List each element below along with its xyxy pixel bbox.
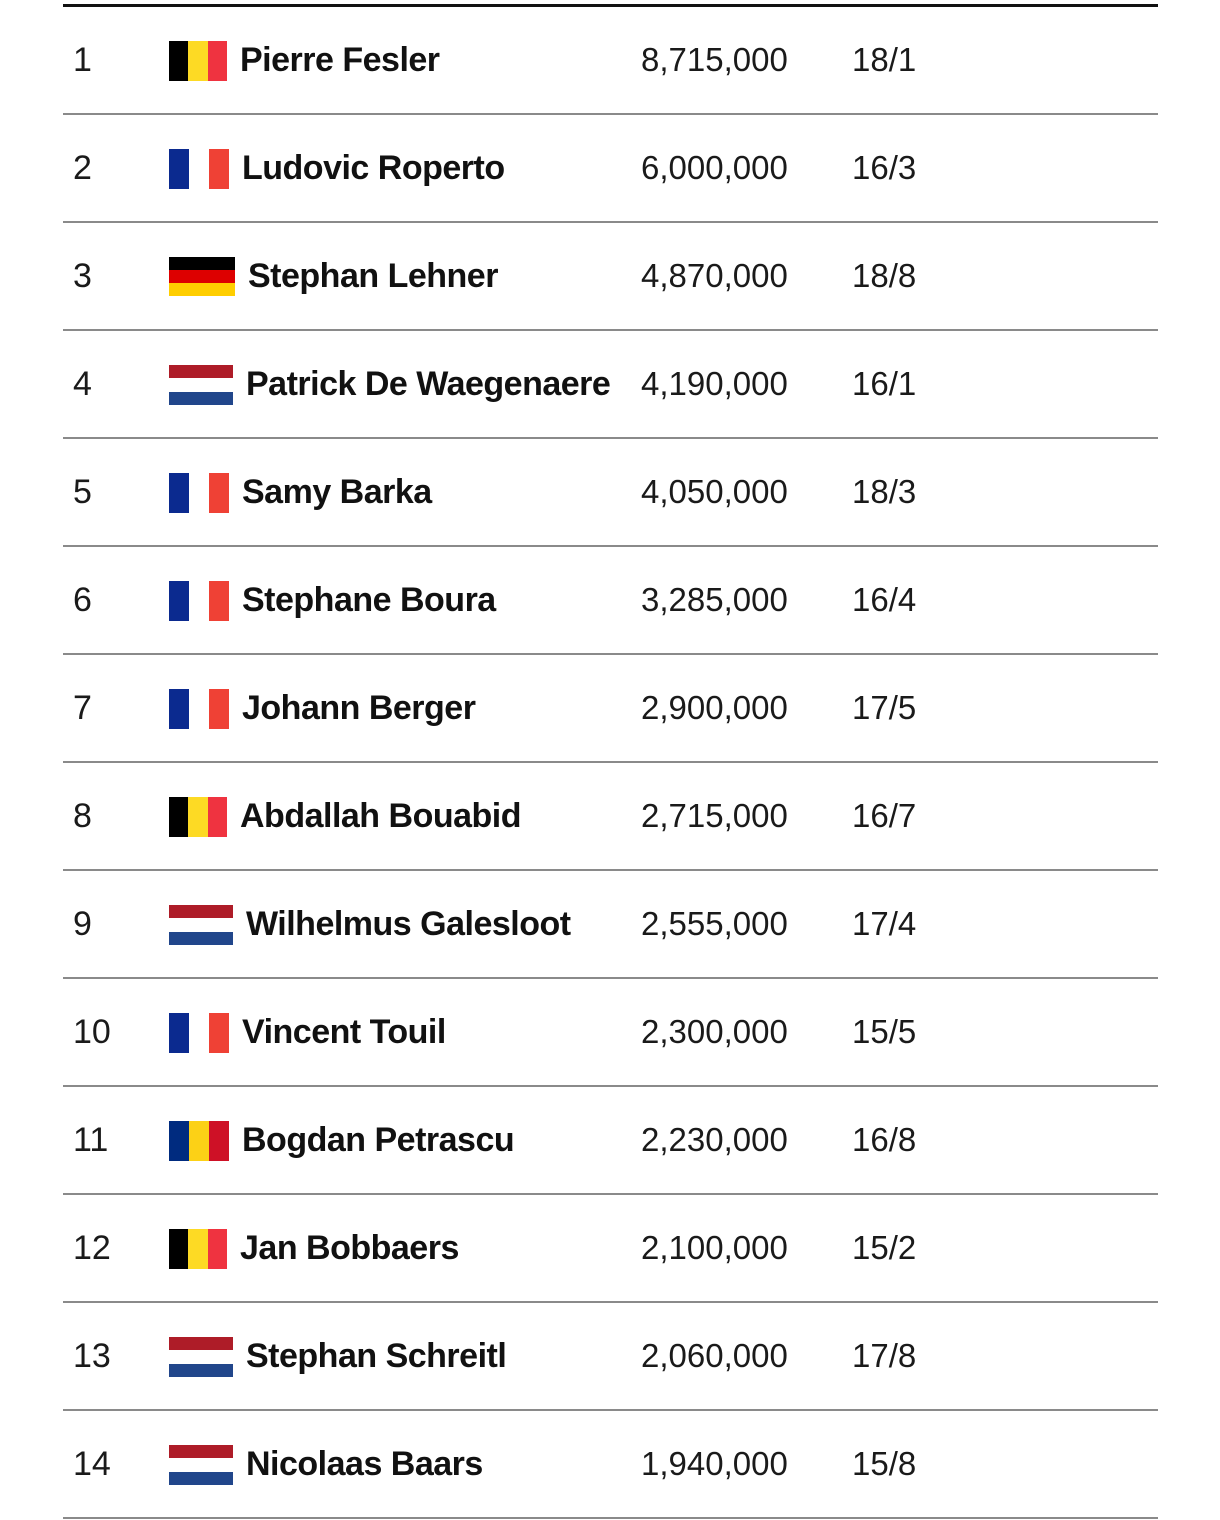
netherlands-flag-icon	[169, 905, 233, 945]
prize-amount: 4,190,000	[641, 365, 788, 402]
table-row	[63, 223, 1158, 331]
netherlands-flag-icon	[169, 1337, 233, 1377]
table-row	[63, 7, 1158, 115]
place-finish: 17/4	[852, 905, 917, 942]
place-finish: 16/4	[852, 581, 917, 618]
table-row	[63, 331, 1158, 439]
rank-cell: 1	[73, 41, 92, 79]
prize-amount: 2,230,000	[641, 1121, 788, 1158]
belgium-flag-icon	[169, 797, 227, 837]
table-row	[63, 979, 1158, 1087]
prize-amount: 3,285,000	[641, 581, 788, 618]
rank-cell: 9	[73, 905, 92, 943]
rank-cell: 14	[73, 1445, 111, 1483]
player-name: Stephane Boura	[242, 581, 496, 619]
prize-amount: 2,300,000	[641, 1013, 788, 1050]
romania-flag-icon	[169, 1121, 229, 1161]
table-row	[63, 439, 1158, 547]
player-name: Johann Berger	[242, 689, 476, 727]
player-name: Samy Barka	[242, 473, 432, 511]
place-finish: 18/8	[852, 257, 917, 294]
prize-amount: 4,870,000	[641, 257, 788, 294]
rank-cell: 6	[73, 581, 92, 619]
prize-amount: 8,715,000	[641, 41, 788, 78]
table-row	[63, 1087, 1158, 1195]
france-flag-icon	[169, 473, 229, 513]
place-finish: 18/1	[852, 41, 917, 78]
france-flag-icon	[169, 1013, 229, 1053]
table-row	[63, 1303, 1158, 1411]
leaderboard-table	[63, 4, 1158, 1519]
player-name: Stephan Schreitl	[246, 1337, 507, 1375]
prize-amount: 2,100,000	[641, 1229, 788, 1266]
prize-amount: 2,900,000	[641, 689, 788, 726]
place-finish: 17/8	[852, 1337, 917, 1374]
france-flag-icon	[169, 581, 229, 621]
rank-cell: 5	[73, 473, 92, 511]
player-name: Wilhelmus Galesloot	[246, 905, 571, 943]
player-name: Stephan Lehner	[248, 257, 498, 295]
table-row	[63, 655, 1158, 763]
rank-cell: 7	[73, 689, 92, 727]
belgium-flag-icon	[169, 41, 227, 81]
france-flag-icon	[169, 689, 229, 729]
player-name: Abdallah Bouabid	[240, 797, 521, 835]
player-name: Vincent Touil	[242, 1013, 446, 1051]
france-flag-icon	[169, 149, 229, 189]
prize-amount: 2,715,000	[641, 797, 788, 834]
prize-amount: 1,940,000	[641, 1445, 788, 1482]
place-finish: 17/5	[852, 689, 917, 726]
table-row	[63, 547, 1158, 655]
germany-flag-icon	[169, 257, 235, 296]
rank-cell: 12	[73, 1229, 111, 1267]
rank-cell: 10	[73, 1013, 111, 1051]
table-row	[63, 763, 1158, 871]
rank-cell: 13	[73, 1337, 111, 1375]
table-row	[63, 115, 1158, 223]
player-name: Bogdan Petrascu	[242, 1121, 515, 1159]
prize-amount: 2,555,000	[641, 905, 788, 942]
player-name: Ludovic Roperto	[242, 149, 505, 187]
place-finish: 16/1	[852, 365, 917, 402]
belgium-flag-icon	[169, 1229, 227, 1269]
place-finish: 16/3	[852, 149, 917, 186]
place-finish: 16/7	[852, 797, 917, 834]
player-name: Pierre Fesler	[240, 41, 440, 79]
table-row	[63, 1195, 1158, 1303]
table-row	[63, 1411, 1158, 1519]
rank-cell: 11	[73, 1121, 109, 1159]
place-finish: 15/8	[852, 1445, 917, 1482]
netherlands-flag-icon	[169, 365, 233, 405]
prize-amount: 4,050,000	[641, 473, 788, 510]
rank-cell: 3	[73, 257, 92, 295]
table-row	[63, 871, 1158, 979]
prize-amount: 6,000,000	[641, 149, 788, 186]
rank-cell: 4	[73, 365, 92, 403]
rank-cell: 2	[73, 149, 92, 187]
player-name: Nicolaas Baars	[246, 1445, 483, 1483]
player-name: Patrick De Waegenaere	[246, 365, 611, 403]
player-name: Jan Bobbaers	[240, 1229, 459, 1267]
place-finish: 15/2	[852, 1229, 917, 1266]
netherlands-flag-icon	[169, 1445, 233, 1485]
place-finish: 18/3	[852, 473, 917, 510]
place-finish: 16/8	[852, 1121, 917, 1158]
prize-amount: 2,060,000	[641, 1337, 788, 1374]
place-finish: 15/5	[852, 1013, 917, 1050]
rank-cell: 8	[73, 797, 92, 835]
